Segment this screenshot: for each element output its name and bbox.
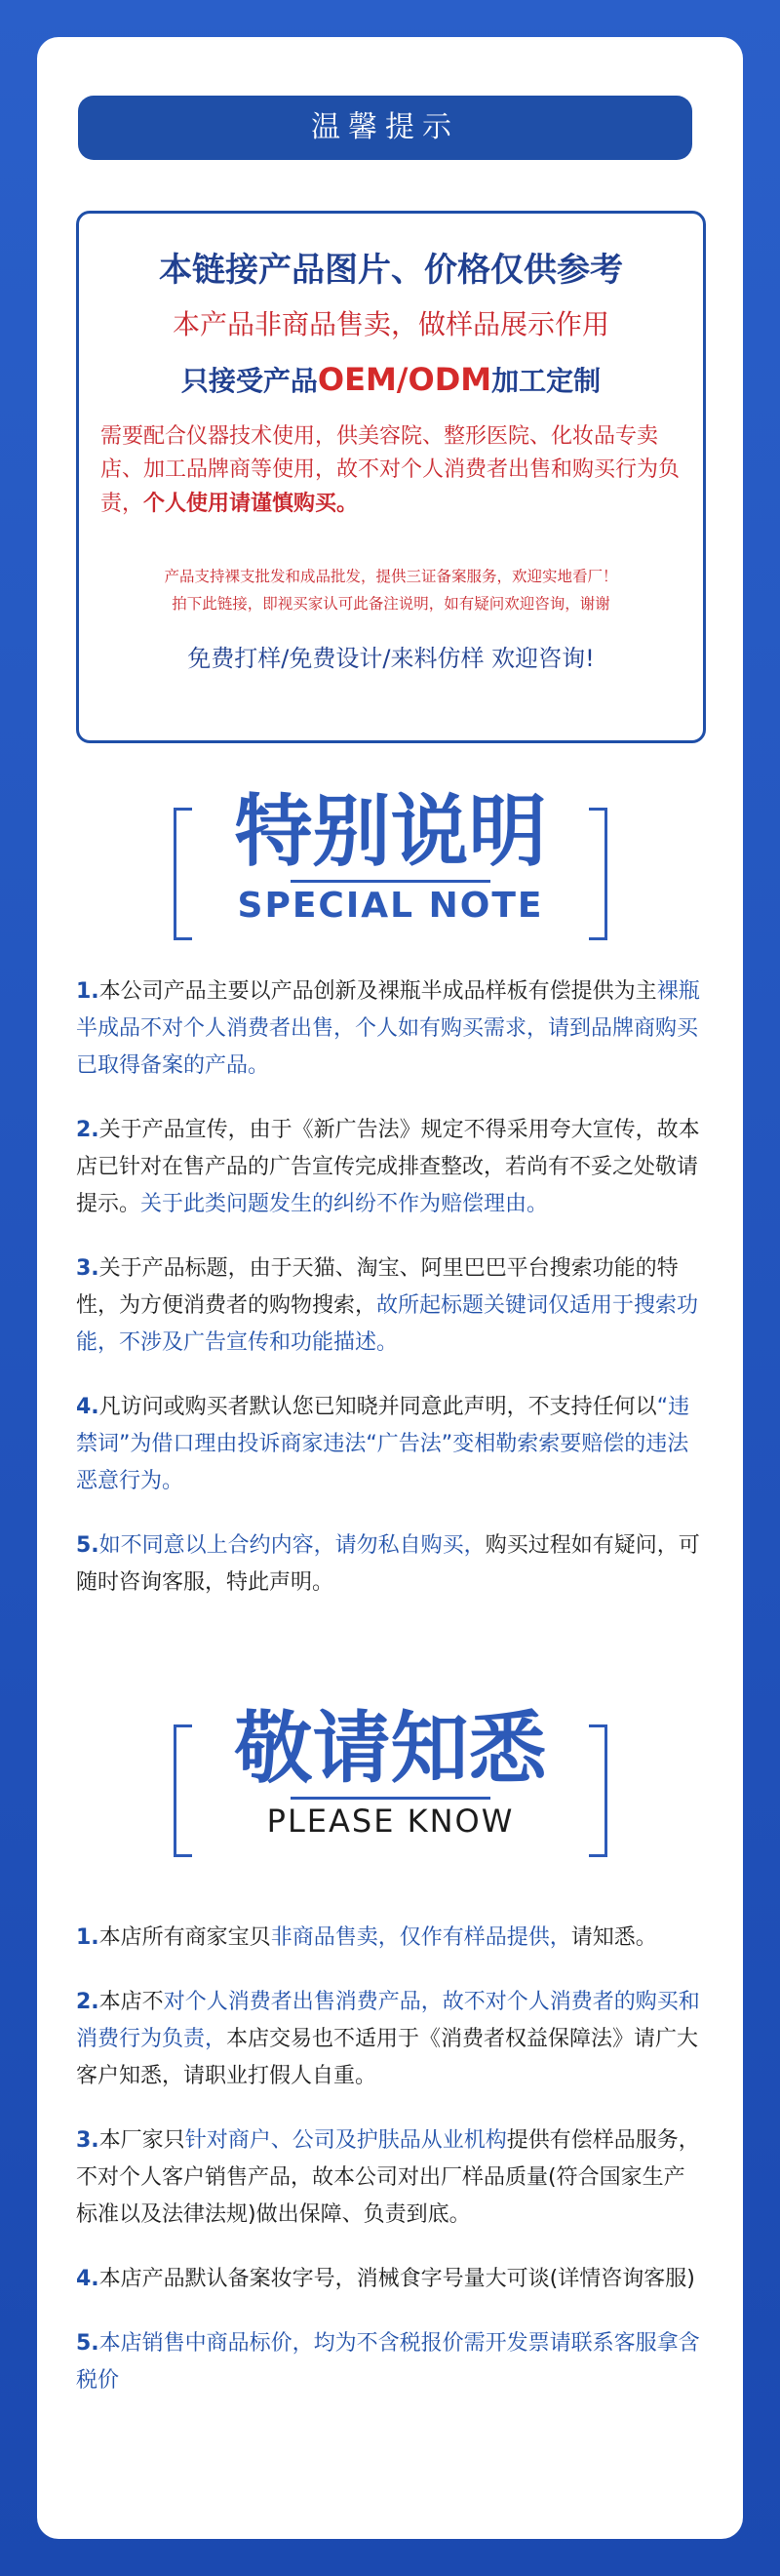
item-text-tail: 请知悉。 [570, 1925, 657, 1950]
item-text-highlight: 如不同意以上合约内容，请勿私自购买， [98, 1533, 486, 1558]
special-note-item-2 [76, 1112, 704, 1223]
please-know-title: 敬请知悉 [234, 1703, 547, 1794]
item-number: 2. [76, 1118, 99, 1142]
item-number: 4. [76, 1395, 99, 1419]
notice-oem-line [79, 360, 703, 399]
oem-label: OEM/ODM [317, 361, 492, 398]
please-know-item-3 [76, 2122, 704, 2234]
item-text-highlight: 对个人消费者出售消费产品，故不对个人消费者的购买和消费行为负责， [76, 1990, 700, 2051]
content-card [37, 37, 743, 2539]
item-number: 1. [76, 979, 99, 1004]
oem-prefix: 只接受产品 [180, 365, 318, 397]
notice-paragraph-main: 需要配合仪器技术使用，供美容院、整形医院、化妆品专卖店、加工品牌商等使用，故不对个人消费者出售和购买行为负责， [100, 424, 681, 516]
item-text-highlight: 裸瓶半成品不对个人消费者出售，个人如有购买需求，请到品牌商购买已取得备案的产品。 [76, 979, 700, 1078]
notice-paragraph [100, 420, 682, 521]
item-text: 本公司产品主要以产品创新及裸瓶半成品样板有偿提供为主 [98, 979, 657, 1004]
item-text: 本厂家只 [98, 2128, 185, 2153]
item-number: 3. [76, 2128, 99, 2153]
item-text-highlight: 故所起标题关键词仅适用于搜索功能，不涉及广告宣传和功能描述。 [76, 1293, 699, 1355]
notice-small-text [100, 563, 682, 617]
item-text: 本店不 [98, 1990, 164, 2014]
notice-subline: 本产品非商品售卖，做样品展示作用 [172, 308, 609, 340]
item-text: 本店所有商家宝贝 [98, 1925, 271, 1950]
notice-free-services: 免费打样/免费设计/来料仿样 欢迎咨询! [187, 645, 595, 672]
item-text: 关于产品标题，由于天猫、淘宝、阿里巴巴平台搜索功能的特性，为方便消费者的购物搜索， [76, 1256, 679, 1318]
special-note-item-4 [76, 1389, 704, 1500]
item-text: 关于产品宣传，由于《新广告法》规定不得采用夸大宣传，故本店已针对在售产品的广告宣传完成排查整改，若尚有不妥之处敬请提示。 [76, 1118, 700, 1216]
item-text-highlight: 非商品售卖，仅作有样品提供， [270, 1925, 571, 1950]
header-divider [291, 880, 490, 883]
special-note-header [174, 778, 607, 934]
item-text-highlight: 关于此类问题发生的纠纷不作为赔偿理由。 [140, 1192, 549, 1216]
item-text-highlight: 针对商户、公司及护肤品从业机构 [184, 2128, 507, 2153]
notice-headline: 本链接产品图片、价格仅供参考 [159, 251, 623, 290]
item-number: 2. [76, 1990, 99, 2014]
please-know-header [174, 1695, 607, 1851]
please-know-subtitle: PLEASE KNOW [266, 1803, 515, 1840]
item-number: 5. [76, 2331, 99, 2356]
special-note-item-1 [76, 973, 704, 1085]
item-text-highlight: “违禁词”为借口理由投诉商家违法“广告法”变相勒索索要赔偿的违法恶意行为。 [76, 1395, 690, 1493]
please-know-item-2 [76, 1984, 704, 2095]
item-number: 4. [76, 2267, 99, 2291]
special-note-item-5 [76, 1527, 704, 1602]
please-know-list [76, 1920, 704, 2427]
notice-box [76, 211, 706, 743]
please-know-item-4 [76, 2261, 704, 2298]
banner-title: 温馨提示 [78, 96, 692, 160]
notice-small-line-2: 拍下此链接，即视买家认可此备注说明，如有疑问欢迎咨询，谢谢 [172, 595, 610, 613]
special-note-list [76, 973, 704, 1629]
please-know-item-5 [76, 2325, 704, 2399]
item-number: 5. [76, 1533, 99, 1558]
item-number: 1. [76, 1925, 99, 1950]
special-note-title: 特别说明 [234, 786, 547, 877]
header-divider [291, 1797, 490, 1800]
item-text: 凡访问或购买者默认您已知晓并同意此声明，不支持任何以 [98, 1395, 657, 1419]
item-number: 3. [76, 1256, 99, 1281]
oem-suffix: 加工定制 [491, 365, 602, 397]
item-text: 购买过程如有疑问，可随时咨询客服，特此声明。 [76, 1533, 700, 1595]
please-know-item-1 [76, 1920, 704, 1957]
notice-small-line-1: 产品支持裸支批发和成品批发，提供三证备案服务，欢迎实地看厂！ [164, 568, 618, 585]
item-text-tail: 提供有偿样品服务，不对个人客户销售产品，故本公司对出厂样品质量(符合国家生产标准以及法律法规)做出保障、负责到底。 [76, 2128, 700, 2227]
item-text: 本店产品默认备案妆字号，消械食字号量大可谈(详情咨询客服) [98, 2267, 695, 2291]
item-text-tail: 本店交易也不适用于《消费者权益保障法》请广大客户知悉，请职业打假人自重。 [76, 2027, 699, 2088]
notice-paragraph-emphasis: 个人使用请谨慎购买。 [143, 491, 359, 516]
special-note-subtitle: SPECIAL NOTE [237, 886, 544, 926]
item-text-highlight: 本店销售中商品标价，均为不含税报价需开发票请联系客服拿含税价 [76, 2331, 700, 2393]
special-note-item-3 [76, 1250, 704, 1362]
